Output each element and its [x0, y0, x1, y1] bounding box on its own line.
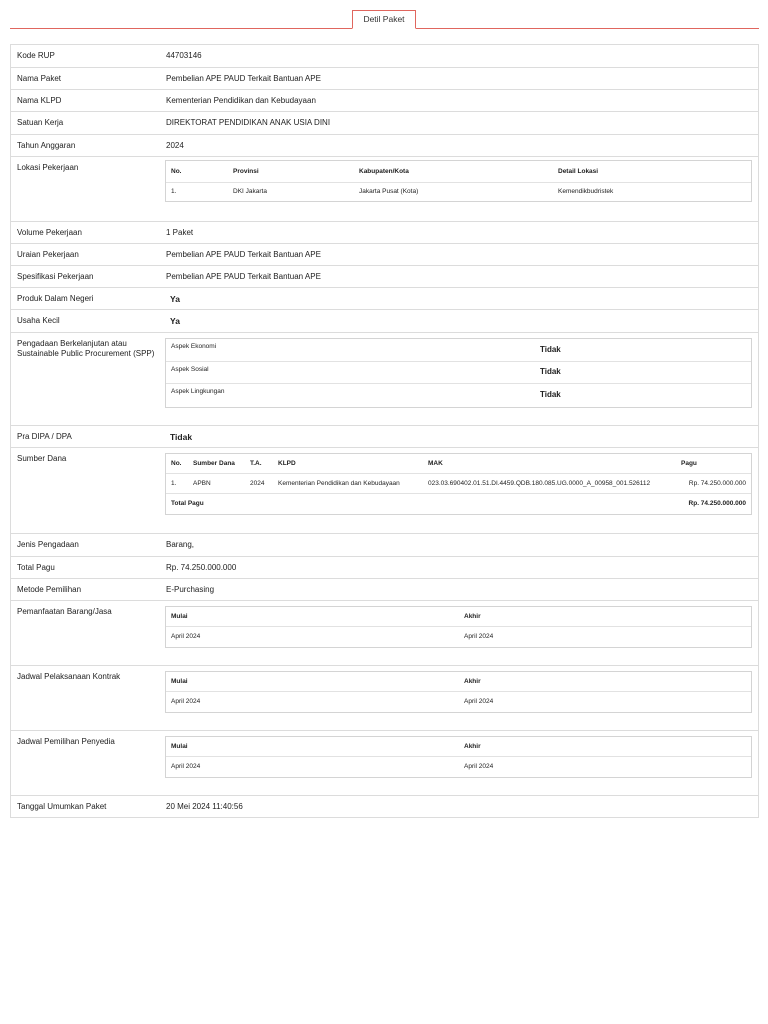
label-kode-rup: Kode RUP [17, 51, 55, 60]
label-jenis-pengadaan: Jenis Pengadaan [17, 540, 79, 549]
sd-col-klpd: KLPD [278, 459, 296, 467]
label-total-pagu: Total Pagu [17, 563, 55, 572]
row-tahun-anggaran [11, 135, 758, 157]
lokasi-table-header [166, 161, 751, 183]
table-row [166, 627, 751, 647]
value-kode-rup: 44703146 [166, 51, 202, 60]
pemanfaatan-mulai: April 2024 [171, 633, 201, 640]
sd-cell-mak: 023.03.690402.01.51.DI.4459.QDB.180.085.UG.0000_A_00958_001.526112 [428, 479, 651, 487]
sd-cell-pagu: Rp. 74.250.000.000 [688, 479, 746, 487]
row-volume [11, 222, 758, 244]
value-pdn: Ya [170, 294, 180, 304]
table-row [166, 183, 751, 201]
tab-bar [10, 0, 759, 29]
lokasi-cell-provinsi: DKI Jakarta [233, 188, 267, 195]
row-kode-rup [11, 45, 758, 68]
spp-aspek-lingkungan: Aspek Lingkungan [171, 388, 225, 395]
sd-col-ta: T.A. [250, 459, 262, 467]
pemanfaatan-table [165, 606, 752, 648]
row-lokasi-pekerjaan [11, 157, 758, 222]
label-pdn: Produk Dalam Negeri [17, 294, 94, 303]
sd-cell-klpd: Kementerian Pendidikan dan Kebudayaan [278, 479, 400, 487]
spp-aspek-sosial: Aspek Sosial [171, 365, 209, 373]
jadwal-kontrak-table [165, 671, 752, 713]
label-pra-dipa: Pra DIPA / DPA [17, 432, 72, 441]
label-spp: Pengadaan Berkelanjutan atau Sustainable Public Procurement (SPP) [17, 339, 155, 358]
value-total-pagu: Rp. 74.250.000.000 [166, 563, 237, 572]
row-pra-dipa [11, 426, 758, 448]
value-spesifikasi: Pembelian APE PAUD Terkait Bantuan APE [166, 272, 321, 281]
label-spesifikasi: Spesifikasi Pekerjaan [17, 272, 94, 281]
label-uraian: Uraian Pekerjaan [17, 250, 79, 259]
label-nama-paket: Nama Paket [17, 74, 62, 83]
pemanfaatan-akhir-label: Akhir [464, 612, 481, 620]
row-usaha-kecil [11, 310, 758, 333]
value-tanggal-umumkan: 20 Mei 2024 11:40:56 [166, 802, 243, 811]
label-tahun-anggaran: Tahun Anggaran [17, 141, 76, 150]
row-satuan-kerja [11, 112, 758, 135]
row-pemanfaatan [11, 601, 758, 666]
jadwal-pemilihan-header [166, 737, 751, 757]
lokasi-col-no: No. [171, 167, 182, 175]
sumber-dana-header [166, 454, 751, 474]
pemanfaatan-akhir: April 2024 [464, 633, 494, 640]
lokasi-cell-no: 1. [171, 188, 177, 195]
label-nama-klpd: Nama KLPD [17, 96, 62, 105]
label-volume: Volume Pekerjaan [17, 228, 82, 237]
row-uraian [11, 244, 758, 266]
label-jadwal-pemilihan: Jadwal Pemilihan Penyedia [17, 737, 115, 746]
value-pra-dipa: Tidak [170, 432, 193, 442]
lokasi-cell-detail: Kemendikbudristek [558, 188, 614, 195]
row-spesifikasi [11, 266, 758, 288]
row-pdn [11, 288, 758, 310]
sd-col-no: No. [171, 459, 182, 467]
table-row [166, 362, 751, 385]
sd-cell-sumber: APBN [193, 479, 211, 487]
lokasi-col-provinsi: Provinsi [233, 167, 259, 175]
label-tanggal-umumkan: Tanggal Umumkan Paket [17, 802, 107, 811]
sumber-dana-table [165, 453, 752, 515]
sumber-dana-total [166, 494, 751, 514]
label-metode: Metode Pemilihan [17, 585, 82, 594]
lokasi-cell-kabupaten: Jakarta Pusat (Kota) [359, 188, 419, 195]
sd-total-label: Total Pagu [171, 500, 204, 507]
lokasi-col-detail: Detail Lokasi [558, 167, 599, 175]
spp-value-sosial: Tidak [540, 367, 561, 377]
label-lokasi-pekerjaan: Lokasi Pekerjaan [17, 163, 79, 172]
table-row [166, 339, 751, 362]
sd-cell-ta: 2024 [250, 479, 265, 487]
value-jenis-pengadaan: Barang, [166, 540, 195, 549]
pemanfaatan-mulai-label: Mulai [171, 612, 188, 620]
table-row [166, 757, 751, 777]
table-row [166, 692, 751, 712]
row-nama-paket [11, 68, 758, 90]
spp-value-lingkungan: Tidak [540, 390, 561, 400]
jadwal-kontrak-header [166, 672, 751, 692]
value-nama-paket: Pembelian APE PAUD Terkait Bantuan APE [166, 74, 321, 83]
label-usaha-kecil: Usaha Kecil [17, 316, 60, 325]
kontrak-mulai-label: Mulai [171, 677, 188, 685]
row-nama-klpd [11, 90, 758, 112]
row-spp [11, 333, 758, 426]
table-row [166, 384, 751, 407]
pemilihan-mulai-label: Mulai [171, 742, 188, 750]
value-satuan-kerja: DIREKTORAT PENDIDIKAN ANAK USIA DINI [166, 118, 331, 127]
spp-aspek-ekonomi: Aspek Ekonomi [171, 343, 217, 350]
row-tanggal-umumkan [11, 796, 758, 818]
lokasi-table [165, 160, 752, 202]
pemilihan-akhir-label: Akhir [464, 742, 481, 750]
sd-col-sumber: Sumber Dana [193, 459, 235, 467]
label-sumber-dana: Sumber Dana [17, 454, 67, 463]
pemilihan-akhir: April 2024 [464, 763, 494, 770]
pemanfaatan-header [166, 607, 751, 627]
kontrak-mulai: April 2024 [171, 698, 201, 705]
spp-table [165, 338, 752, 408]
sd-total-value: Rp. 74.250.000.000 [688, 500, 746, 507]
value-tahun-anggaran: 2024 [166, 141, 184, 150]
row-jenis-pengadaan [11, 534, 758, 557]
row-sumber-dana [11, 448, 758, 534]
kontrak-akhir-label: Akhir [464, 677, 481, 685]
sd-cell-no: 1. [171, 479, 177, 487]
pemilihan-mulai: April 2024 [171, 763, 201, 770]
value-volume: 1 Paket [166, 228, 194, 237]
sd-col-mak: MAK [428, 459, 443, 467]
spp-value-ekonomi: Tidak [540, 344, 561, 354]
value-nama-klpd: Kementerian Pendidikan dan Kebudayaan [166, 96, 316, 105]
value-usaha-kecil: Ya [170, 316, 180, 326]
row-total-pagu [11, 557, 758, 579]
row-metode [11, 579, 758, 601]
label-pemanfaatan: Pemanfaatan Barang/Jasa [17, 607, 112, 616]
label-satuan-kerja: Satuan Kerja [17, 118, 64, 127]
kontrak-akhir: April 2024 [464, 698, 494, 705]
sd-col-pagu: Pagu [681, 459, 697, 467]
row-jadwal-pemilihan [11, 731, 758, 796]
label-jadwal-kontrak: Jadwal Pelaksanaan Kontrak [17, 672, 121, 681]
table-row [166, 474, 751, 494]
tab-detil-paket[interactable]: Detil Paket [352, 10, 416, 29]
row-jadwal-kontrak [11, 666, 758, 731]
detail-table [10, 44, 759, 818]
value-metode: E-Purchasing [166, 585, 215, 594]
lokasi-col-kabupaten: Kabupaten/Kota [359, 167, 409, 175]
value-uraian: Pembelian APE PAUD Terkait Bantuan APE [166, 250, 321, 259]
jadwal-pemilihan-table [165, 736, 752, 778]
